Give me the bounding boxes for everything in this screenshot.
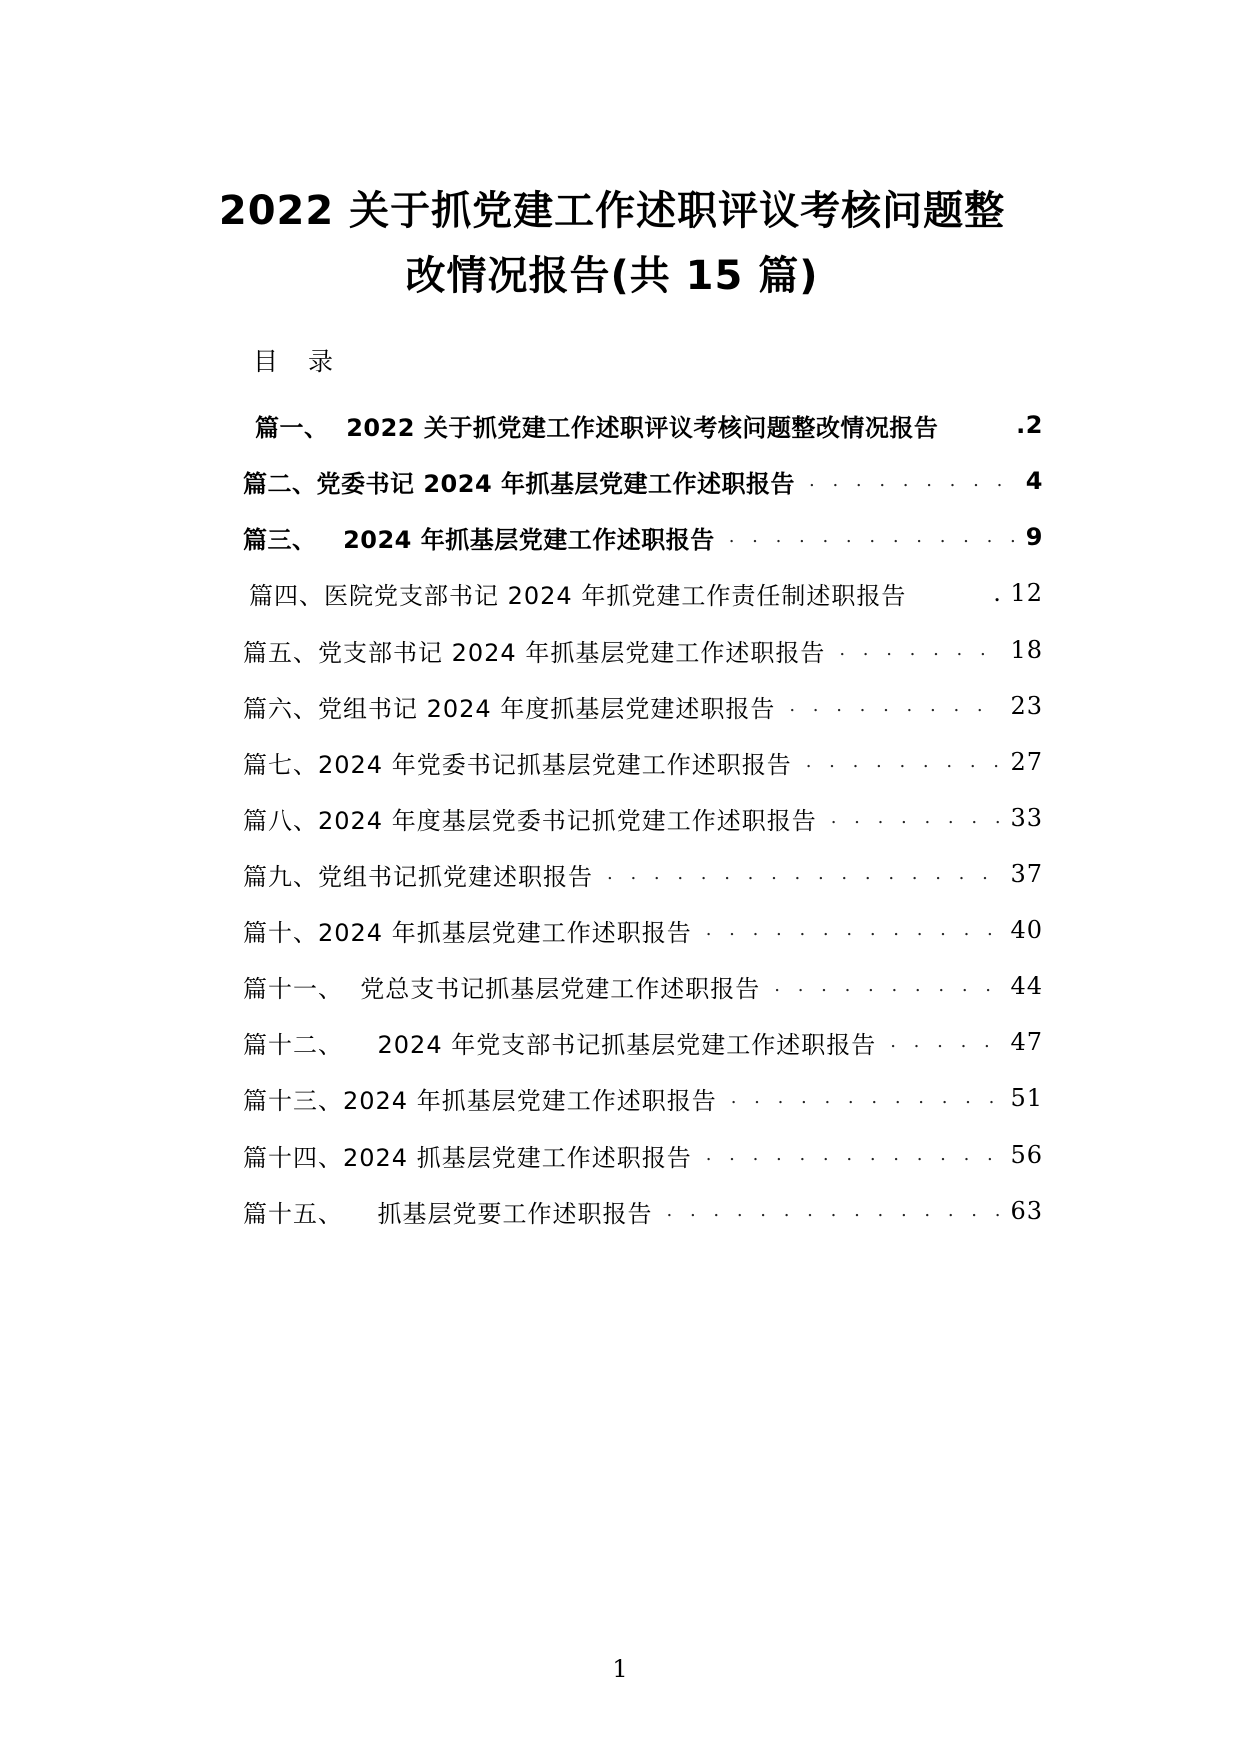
toc-entry-label: 篇十二、 2024 年党支部书记抓基层党建工作述职报告: [243, 1030, 877, 1059]
toc-entry-page-number: 27: [1010, 748, 1043, 776]
toc-entry[interactable]: [243, 1022, 1043, 1062]
toc-entry-label: 篇二、党委书记 2024 年抓基层党建工作述职报告: [243, 469, 796, 498]
toc-entry-leader-dots: [706, 910, 1003, 950]
toc-entry-page-number: .2: [1016, 411, 1043, 439]
toc-entry[interactable]: [243, 686, 1043, 726]
toc-entry[interactable]: [243, 854, 1043, 894]
toc-entry-label: 篇六、党组书记 2024 年度抓基层党建述职报告: [243, 694, 776, 723]
toc-entry-page-number: 18: [1010, 636, 1043, 664]
document-title-line-1: 2022 关于抓党建工作述职评议考核问题整: [218, 188, 1006, 234]
toc-entry-page-number: 40: [1010, 916, 1043, 944]
toc-entry-label: 篇四、医院党支部书记 2024 年抓党建工作责任制述职报告: [249, 581, 907, 610]
toc-entry-leader-dots: [731, 1078, 1003, 1118]
toc-entry[interactable]: [243, 630, 1043, 670]
toc-entry-label: 篇十四、2024 抓基层党建工作述职报告: [243, 1143, 692, 1172]
toc-entry-page-number: 56: [1010, 1141, 1043, 1169]
toc-entry-label: 篇九、党组书记抓党建述职报告: [243, 862, 593, 891]
toc-entry-label: 篇十一、 党总支书记抓基层党建工作述职报告: [243, 974, 761, 1003]
document-title-line-2: 改情况报告(共 15 篇): [405, 253, 819, 299]
toc-entry-leader-dots: [774, 966, 1002, 1006]
toc-entry-page-number: 33: [1010, 804, 1043, 832]
toc-entry-page-number: 51: [1010, 1084, 1043, 1112]
toc-entry-page-number: 9: [1025, 523, 1043, 551]
toc-entry[interactable]: [243, 405, 1043, 445]
toc-entry-page-number: 37: [1010, 860, 1043, 888]
toc-entry-page-number: 47: [1010, 1028, 1043, 1056]
toc-entry-leader-dots: [789, 686, 1002, 726]
toc-entry-leader-dots: [890, 1022, 1002, 1062]
toc-entry-page-number: 4: [1025, 467, 1043, 495]
toc-entry[interactable]: [243, 910, 1043, 950]
toc-entry-label: 篇一、 2022 关于抓党建工作述职评议考核问题整改情况报告: [255, 413, 939, 442]
toc-entry-leader-dots: [607, 854, 1002, 894]
toc-entry[interactable]: [243, 798, 1043, 838]
toc-heading-left: 目: [253, 347, 279, 376]
toc-entry-leader-dots: [839, 630, 1002, 670]
toc-entry[interactable]: [243, 1135, 1043, 1175]
toc-entry[interactable]: [243, 966, 1043, 1006]
toc-entry[interactable]: [243, 573, 1043, 613]
toc-entry[interactable]: [243, 1078, 1043, 1118]
toc-entry[interactable]: [243, 742, 1043, 782]
toc-entry-leader-dots: [806, 742, 1003, 782]
toc-entry-leader-dots: [667, 1191, 1003, 1231]
toc-entry-label: 篇八、2024 年度基层党委书记抓党建工作述职报告: [243, 806, 817, 835]
toc-entry-label: 篇十五、 抓基层党要工作述职报告: [243, 1199, 653, 1228]
toc-entry-page-number: 63: [1010, 1197, 1043, 1225]
toc-entry-leader-dots: [706, 1135, 1003, 1175]
page-number: 1: [612, 1655, 628, 1683]
toc-entry-label: 篇三、 2024 年抓基层党建工作述职报告: [243, 525, 715, 554]
toc-entry-page-number: 44: [1010, 972, 1043, 1000]
toc-entry[interactable]: [243, 517, 1043, 557]
toc-entry[interactable]: [243, 1191, 1043, 1231]
toc-heading: [253, 345, 333, 379]
toc-entry-label: 篇五、党支部书记 2024 年抓基层党建工作述职报告: [243, 638, 826, 667]
toc-entry-label: 篇十、2024 年抓基层党建工作述职报告: [243, 918, 692, 947]
toc-entry-leader-dots: [729, 517, 1015, 557]
toc-heading-right: 录: [308, 347, 334, 376]
toc-entry[interactable]: [243, 461, 1043, 501]
toc-entry-label: 篇七、2024 年党委书记抓基层党建工作述职报告: [243, 750, 792, 779]
toc-entry-page-number: 23: [1010, 692, 1043, 720]
toc-entry-page-number: . 12: [993, 579, 1043, 607]
toc-entry-leader-dots: [831, 798, 1003, 838]
toc-entry-label: 篇十三、2024 年抓基层党建工作述职报告: [243, 1086, 717, 1115]
toc-entry-leader-dots: [809, 461, 1015, 501]
